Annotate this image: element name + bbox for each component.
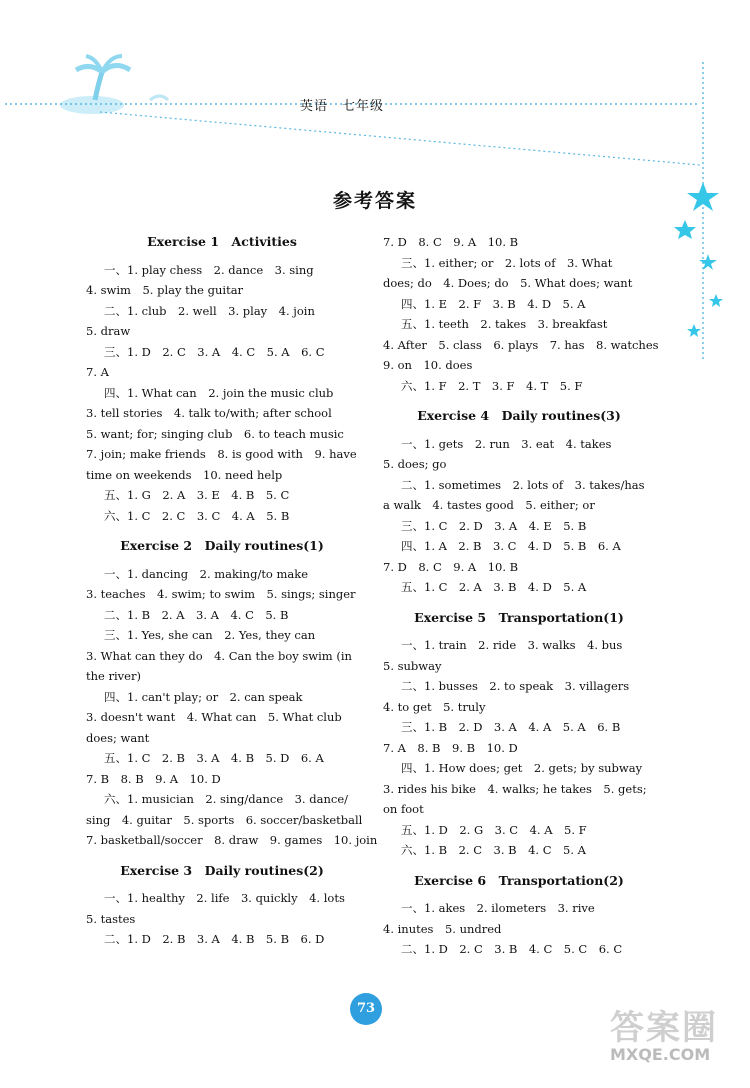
answer-line: 7. join; make friends 8. is good with 9. have <box>86 447 357 461</box>
answer-line: 四、1. can't play; or 2. can speak <box>104 689 303 704</box>
answer-line: 7. A <box>86 365 109 379</box>
answer-line: does; want <box>86 730 150 745</box>
answer-line: a walk 4. tastes good 5. either; or <box>383 498 595 512</box>
answer-line: 二、1. club 2. well 3. play 4. join <box>104 303 315 318</box>
answer-line: the river) <box>86 669 141 683</box>
answer-line: 4. swim 5. play the guitar <box>86 283 244 297</box>
answer-line: 二、1. B 2. A 3. A 4. C 5. B <box>104 607 289 622</box>
answer-line: 7. basketball/soccer 8. draw 9. games 10. join <box>86 833 378 847</box>
answer-line: 一、1. train 2. ride 3. walks 4. bus <box>401 638 623 652</box>
answer-line: 六、1. F 2. T 3. F 4. T 5. F <box>401 378 583 393</box>
answer-line: time on weekends 10. need help <box>86 467 283 482</box>
answer-line: 4. inutes 5. undred <box>383 921 502 936</box>
exercise-heading: Exercise 4 Daily routines(3) <box>417 408 621 423</box>
answer-line: 一、1. akes 2. ilometers 3. rive <box>401 901 595 915</box>
watermark-top: 答案圈 <box>610 1008 718 1048</box>
answer-line: 五、1. D 2. G 3. C 4. A 5. F <box>401 822 587 837</box>
answer-line: 五、1. C 2. B 3. A 4. B 5. D 6. A <box>104 751 324 765</box>
answer-line: on foot <box>383 802 424 816</box>
answer-line: 二、1. busses 2. to speak 3. villagers <box>401 679 630 693</box>
answer-line: 5. subway <box>383 658 442 673</box>
answer-line: 五、1. teeth 2. takes 3. breakfast <box>401 317 608 331</box>
answer-line: 4. After 5. class 6. plays 7. has 8. watches <box>383 337 659 352</box>
answer-line: sing 4. guitar 5. sports 6. soccer/basketball <box>86 812 363 827</box>
answer-line: 一、1. gets 2. run 3. eat 4. takes <box>401 436 612 451</box>
answer-line: 7. D 8. C 9. A 10. B <box>383 559 519 574</box>
answer-line: 五、1. C 2. A 3. B 4. D 5. A <box>401 580 587 594</box>
answer-line: 5. want; for; singing club 6. to teach music <box>86 426 344 441</box>
answer-line: 六、1. C 2. C 3. C 4. A 5. B <box>104 508 290 523</box>
answer-line: 二、1. D 2. B 3. A 4. B 5. B 6. D <box>104 932 325 946</box>
answer-line: 一、1. dancing 2. making/to make <box>104 566 309 581</box>
answer-line: 一、1. healthy 2. life 3. quickly 4. lots <box>104 891 345 905</box>
header-subject: 英语 七年级 <box>300 99 385 114</box>
answer-line: 7. A 8. B 9. B 10. D <box>383 740 518 755</box>
answer-line: 四、1. What can 2. join the music club <box>104 385 334 400</box>
answer-line: 一、1. play chess 2. dance 3. sing <box>104 262 314 277</box>
answer-line: 3. tell stories 4. talk to/with; after school <box>86 406 332 420</box>
answer-line: 3. rides his bike 4. walks; he takes 5. gets; <box>383 781 647 796</box>
answer-line: 3. doesn't want 4. What can 5. What club <box>86 710 342 724</box>
watermark-bottom: MXQE.COM <box>610 1045 711 1064</box>
answer-line: 六、1. musician 2. sing/dance 3. dance/ <box>104 792 348 806</box>
answer-line: 四、1. How does; get 2. gets; by subway <box>401 761 643 775</box>
exercise-heading: Exercise 1 Activities <box>147 234 297 249</box>
answer-column-left <box>86 232 378 950</box>
answer-line: 3. teaches 4. swim; to swim 5. sings; singer <box>86 587 356 601</box>
exercise-heading: Exercise 5 Transportation(1) <box>414 609 624 625</box>
page-number: 73 <box>350 993 382 1025</box>
answer-line: 5. does; go <box>383 457 447 471</box>
answer-line: does; do 4. Does; do 5. What does; want <box>383 276 633 290</box>
answer-line: 4. to get 5. truly <box>383 699 486 714</box>
answer-line: 三、1. C 2. D 3. A 4. E 5. B <box>401 518 587 533</box>
answer-line: 三、1. either; or 2. lots of 3. What <box>401 255 613 270</box>
answer-line: 二、1. sometimes 2. lots of 3. takes/has <box>401 477 645 492</box>
palm-tree-icon <box>60 56 168 114</box>
answer-line: 5. tastes <box>86 911 136 926</box>
watermark-logo <box>610 1000 740 1080</box>
exercise-heading: Exercise 3 Daily routines(2) <box>120 862 324 878</box>
exercise-heading: Exercise 2 Daily routines(1) <box>120 538 324 553</box>
page-title: 参考答案 <box>332 190 417 212</box>
answer-line: 六、1. B 2. C 3. B 4. C 5. A <box>401 843 586 857</box>
answer-line: 3. What can they do 4. Can the boy swim (in <box>86 648 352 663</box>
answer-line: 五、1. G 2. A 3. E 4. B 5. C <box>104 488 290 502</box>
answer-line: 9. on 10. does <box>383 358 473 372</box>
answer-column-right <box>383 232 659 960</box>
exercise-heading: Exercise 6 Transportation(2) <box>414 872 624 888</box>
answer-line: 7. D 8. C 9. A 10. B <box>383 235 519 249</box>
answer-line: 四、1. A 2. B 3. C 4. D 5. B 6. A <box>401 539 621 553</box>
answer-line: 三、1. B 2. D 3. A 4. A 5. A 6. B <box>401 720 621 734</box>
answer-line: 二、1. D 2. C 3. B 4. C 5. C 6. C <box>401 942 623 956</box>
answer-line: 三、1. Yes, she can 2. Yes, they can <box>104 628 316 642</box>
answer-line: 5. draw <box>86 324 131 338</box>
answer-line: 7. B 8. B 9. A 10. D <box>86 771 221 786</box>
answer-line: 三、1. D 2. C 3. A 4. C 5. A 6. C <box>104 344 325 359</box>
answer-line: 四、1. E 2. F 3. B 4. D 5. A <box>401 296 586 311</box>
